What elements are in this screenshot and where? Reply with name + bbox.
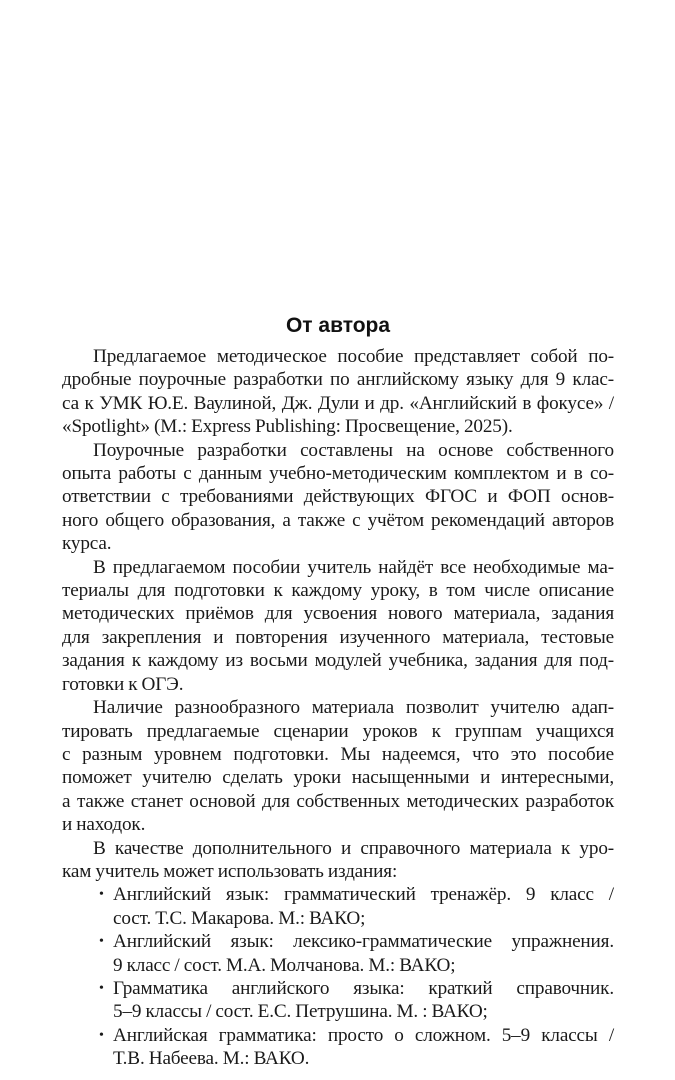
text-line: 9 класс / сост. М.А. Молчанова. М.: ВАКО; — [113, 954, 456, 976]
text-line: териалы для подготовки к каждому уроку, в том числе описание — [62, 580, 614, 602]
paragraph-materials — [62, 556, 614, 696]
text-line: В предлагаемом пособии учитель найдёт все необходимые ма- — [93, 556, 614, 578]
text-line: В качестве дополнительного и справочного материала к уро- — [93, 837, 614, 859]
text-line: Грамматика английского языка: краткий справочник. — [113, 977, 614, 999]
text-line: курса. — [62, 533, 112, 555]
text-line: кам учитель может использовать издания: — [62, 860, 398, 882]
text-line: «Spotlight» (М.: Express Publishing: Просвещение, 2025). — [62, 416, 513, 438]
bullet-icon: • — [99, 887, 104, 903]
text-line: а также станет основой для собственных методических разработок — [62, 790, 614, 812]
text-line: Английская грамматика: просто о сложном. 5–9 классы / — [113, 1024, 614, 1046]
text-line: Поурочные разработки составлены на основе собственного — [93, 439, 614, 461]
paragraph-basis — [62, 439, 614, 556]
list-item — [62, 930, 614, 977]
paragraph-references-intro — [62, 837, 614, 884]
bullet-icon: • — [99, 1027, 104, 1043]
text-line: и находок. — [62, 814, 146, 836]
text-line: тировать предлагаемые сценарии уроков к группам учащихся — [62, 720, 614, 742]
text-line: Наличие разнообразного материала позволит учителю адап- — [93, 697, 614, 719]
bullet-icon: • — [99, 934, 104, 950]
text-line: сост. Т.С. Макарова. М.: ВАКО; — [113, 907, 366, 929]
text-line: ответствии с требованиями действующих ФГОС и ФОП основ- — [62, 486, 614, 508]
text-line: ного общего образования, а также с учётом рекомендаций авторов — [62, 509, 614, 531]
text-line: поможет учителю сделать уроки насыщенными и интересными, — [62, 767, 614, 789]
text-line: Т.В. Набеева. М.: ВАКО. — [113, 1048, 310, 1070]
text-line: дробные поурочные разработки по английскому языку для 9 клас- — [62, 369, 614, 391]
text-line: Английский язык: грамматический тренажёр. 9 класс / — [113, 884, 614, 906]
bullet-icon: • — [99, 980, 104, 996]
text-line: 5–9 классы / сост. Е.С. Петрушина. М. : ВАКО; — [113, 1001, 488, 1023]
text-line: Английский язык: лексико-грамматические упражнения. — [113, 931, 614, 953]
text-line: са к УМК Ю.Е. Ваулиной, Дж. Дули и др. «Английский в фокусе» / — [62, 392, 614, 414]
references-list — [62, 883, 614, 1070]
text-line: методических приёмов для усвоения нового материала, задания — [62, 603, 614, 625]
paragraph-adaptation — [62, 696, 614, 836]
text-line: готовки к ОГЭ. — [62, 673, 184, 695]
text-line: задания к каждому из восьми модулей учебника, задания для под- — [62, 650, 614, 672]
text-line: опыта работы с данным учебно-методическим комплектом и в со- — [62, 463, 614, 485]
list-item — [62, 977, 614, 1024]
page-title: От автора — [285, 314, 391, 337]
text-line: для закрепления и повторения изученного материала, тестовые — [62, 626, 614, 648]
text-line: с разным уровнем подготовки. Мы надеемся, что это пособие — [62, 743, 614, 765]
paragraph-intro — [62, 345, 614, 439]
list-item — [62, 883, 614, 930]
text-line: Предлагаемое методическое пособие представляет собой по- — [93, 346, 614, 367]
document-page — [62, 312, 614, 1071]
list-item — [62, 1024, 614, 1071]
